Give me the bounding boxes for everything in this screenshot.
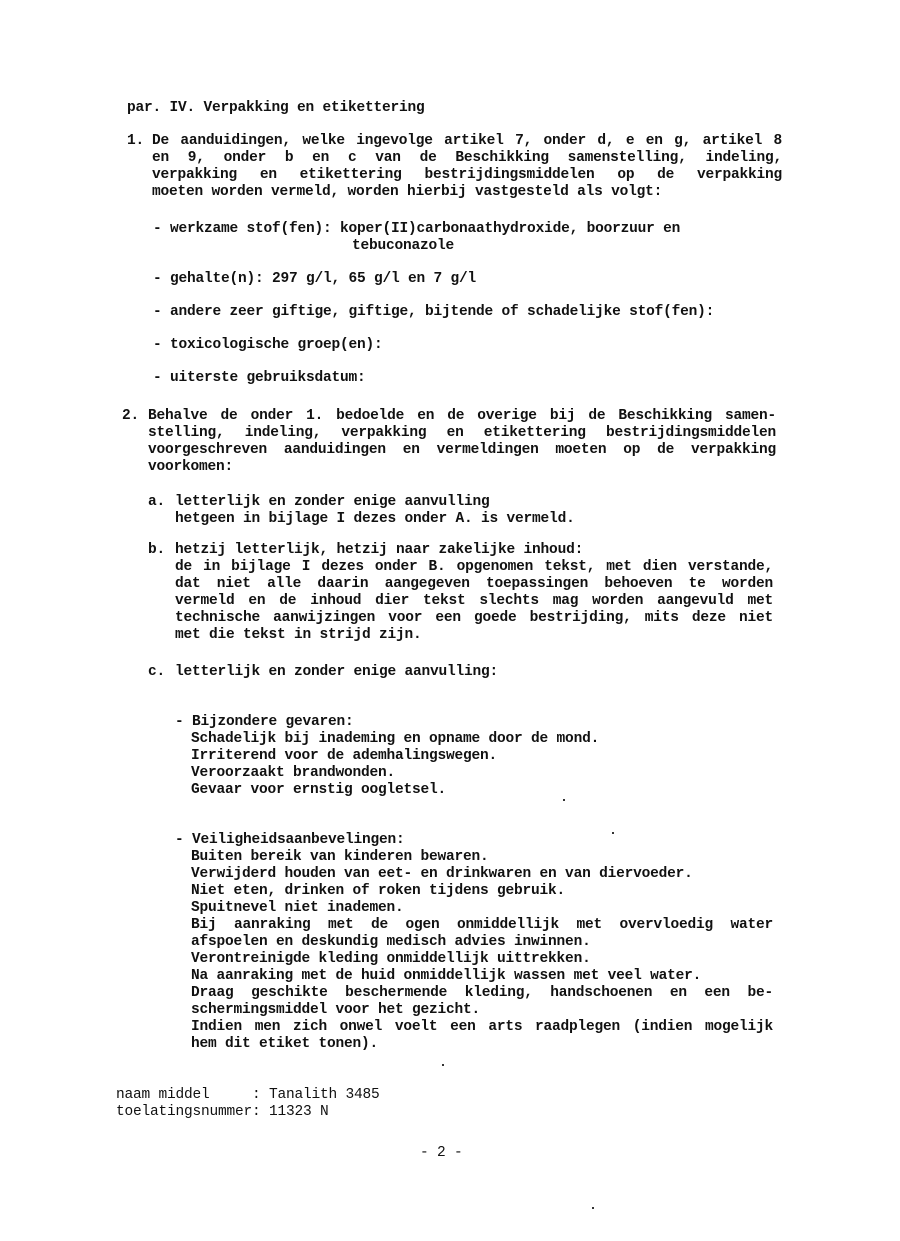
hazard-line: Veroorzaakt brandwonden.: [191, 765, 396, 781]
subitem-b-line: dat niet alle daarin aangegeven toepassingen behoeven te worden: [175, 576, 773, 592]
safety-line: Verwijderd houden van eet- en drinkwaren en van diervoeder.: [191, 866, 693, 882]
paragraph-line: stelling, indeling, verpakking en etikettering bestrijdingsmiddelen: [148, 425, 776, 441]
subitem-a-line: letterlijk en zonder enige aanvulling: [175, 494, 490, 510]
hazard-line: Irriterend voor de ademhalingswegen.: [191, 748, 498, 764]
hazards-heading: - Bijzondere gevaren:: [175, 714, 354, 730]
scan-speck: [563, 799, 565, 801]
bullet-active-substances: - werkzame stof(fen): koper(II)carbonaathydroxide, boorzuur en: [153, 221, 681, 237]
safety-line: Niet eten, drinken of roken tijdens gebruik.: [191, 883, 566, 899]
paragraph-line: voorkomen:: [148, 459, 234, 475]
subitem-b-line: technische aanwijzingen voor een goede bestrijding, mits deze niet: [175, 610, 773, 626]
paragraph-line: voorgeschreven aanduidingen en vermeldingen moeten op de verpakking: [148, 442, 776, 458]
safety-line: Verontreinigde kleding onmiddellijk uittrekken.: [191, 951, 591, 967]
page-number: - 2 -: [420, 1145, 463, 1161]
scan-speck: [612, 832, 614, 834]
hazard-line: Gevaar voor ernstig oogletsel.: [191, 782, 447, 798]
safety-line: schermingsmiddel voor het gezicht.: [191, 1002, 481, 1018]
paragraph-line: moeten worden vermeld, worden hierbij vastgesteld als volgt:: [152, 184, 663, 200]
safety-line: Indien men zich onwel voelt een arts raadplegen (indien mogelijk: [191, 1019, 773, 1035]
product-name: naam middel : Tanalith 3485: [116, 1087, 380, 1103]
item-number: 2.: [122, 408, 140, 424]
subitem-a-line: hetgeen in bijlage I dezes onder A. is vermeld.: [175, 511, 575, 527]
bullet-other-substances: - andere zeer giftige, giftige, bijtende of schadelijke stof(fen):: [153, 304, 715, 320]
safety-line: Na aanraking met de huid onmiddellijk wassen met veel water.: [191, 968, 702, 984]
subitem-b-line: vermeld en de inhoud dier tekst slechts mag worden aangevuld met: [175, 593, 773, 609]
bullet-content: - gehalte(n): 297 g/l, 65 g/l en 7 g/l: [153, 271, 477, 287]
subitem-c-text: letterlijk en zonder enige aanvulling:: [175, 664, 499, 680]
safety-line: Draag geschikte beschermende kleding, handschoenen en een be-: [191, 985, 773, 1001]
subitem-b-label: b.: [148, 542, 166, 558]
bullet-continuation: tebuconazole: [352, 238, 455, 254]
subitem-b-line: hetzij letterlijk, hetzij naar zakelijke inhoud:: [175, 542, 584, 558]
paragraph-line: en 9, onder b en c van de Beschikking samenstelling, indeling,: [152, 150, 782, 166]
paragraph-line: Behalve de onder 1. bedoelde en de overige bij de Beschikking samen-: [148, 408, 776, 424]
bullet-toxicological-group: - toxicologische groep(en):: [153, 337, 383, 353]
subitem-a-label: a.: [148, 494, 166, 510]
subitem-b-line: de in bijlage I dezes onder B. opgenomen tekst, met dien verstande,: [175, 559, 773, 575]
registration-number: toelatingsnummer: 11323 N: [116, 1104, 329, 1120]
bullet-expiry-date: - uiterste gebruiksdatum:: [153, 370, 366, 386]
safety-line: Buiten bereik van kinderen bewaren.: [191, 849, 489, 865]
paragraph-line: De aanduidingen, welke ingevolge artikel 7, onder d, e en g, artikel 8: [152, 133, 782, 149]
scan-speck: [592, 1207, 594, 1209]
hazard-line: Schadelijk bij inademing en opname door de mond.: [191, 731, 600, 747]
scan-speck: [442, 1064, 444, 1066]
safety-line: hem dit etiket tonen).: [191, 1036, 379, 1052]
safety-line: Spuitnevel niet inademen.: [191, 900, 404, 916]
safety-line: Bij aanraking met de ogen onmiddellijk met overvloedig water: [191, 917, 773, 933]
safety-line: afspoelen en deskundig medisch advies inwinnen.: [191, 934, 591, 950]
paragraph-line: verpakking en etikettering bestrijdingsmiddelen op de verpakking: [152, 167, 782, 183]
subitem-b-line: met die tekst in strijd zijn.: [175, 627, 422, 643]
subitem-c-label: c.: [148, 664, 166, 680]
section-title: par. IV. Verpakking en etikettering: [127, 100, 425, 116]
safety-heading: - Veiligheidsaanbevelingen:: [175, 832, 405, 848]
item-number: 1.: [127, 133, 145, 149]
